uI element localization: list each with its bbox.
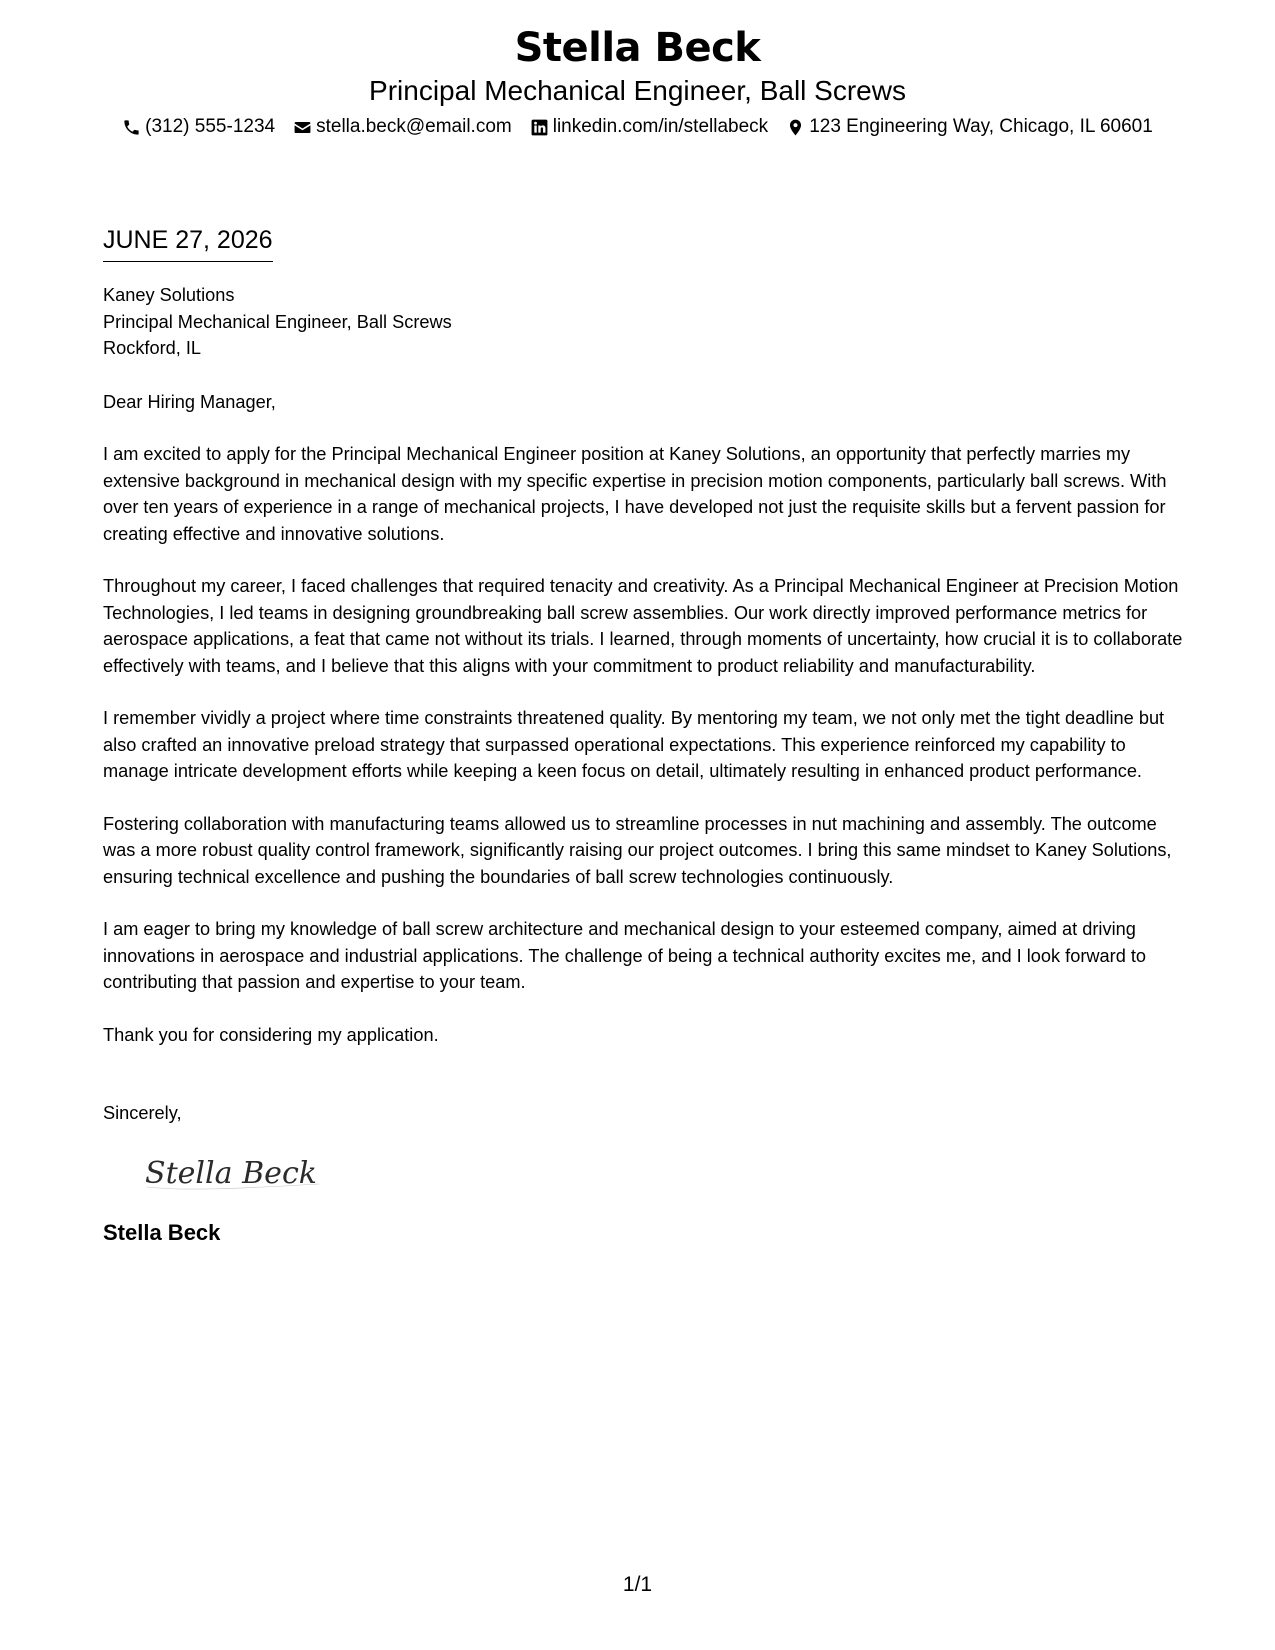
phone-number: (312) 555-1234 xyxy=(145,116,276,137)
applicant-headline: Principal Mechanical Engineer, Ball Screws xyxy=(369,75,906,106)
phone-icon xyxy=(122,118,141,137)
letter-header xyxy=(0,22,1275,140)
recipient-company: Kaney Solutions xyxy=(103,285,235,305)
map-pin-icon xyxy=(786,118,805,137)
linkedin-url: linkedin.com/in/stellabeck xyxy=(552,116,769,137)
closing-line: Thank you for considering my application. xyxy=(103,1024,439,1045)
page-number: 1/1 xyxy=(622,1573,653,1596)
svg-text:Stella Beck: Stella Beck xyxy=(145,1155,317,1191)
recipient-location: Rockford, IL xyxy=(103,338,202,358)
body-paragraph: Fostering collaboration with manufacturing teams allowed us to streamline processes in nut machining and assembly. The outcome was a more robust quality control framework, significantly raising our project outcomes. I bring this same mindset to Kaney Solutions, ensuring technical excellence and pushing the boundaries of ball screw technologies continuously. xyxy=(103,813,1172,887)
letter-body xyxy=(103,282,1183,1247)
body-paragraph: Throughout my career, I faced challenges that required tenacity and creativity. As a Principal Mechanical Engineer at Precision Motion Technologies, I led teams in designing groundbreaking ball screw assemblies. Our work directly improved performance metrics for aerospace applications, a feat that came not without its trials. I learned, through moments of uncertainty, how crucial it is to collaborate effectively with teams, and I believe that this aligns with your commitment to product reliability and manufacturability. xyxy=(103,576,1183,676)
linkedin-icon xyxy=(530,118,549,137)
recipient-position: Principal Mechanical Engineer, Ball Screws xyxy=(103,311,452,332)
contact-address xyxy=(786,114,1153,140)
contact-phone[interactable] xyxy=(122,114,275,140)
contact-bar xyxy=(0,114,1275,140)
body-paragraph: I remember vividly a project where time constraints threatened quality. By mentoring my team, we not only met the tight deadline but also crafted an innovative preload strategy that surpassed operational expectations. This experience reinforced my capability to manage intricate development efforts while keeping a keen focus on detail, ultimately resulting in enhanced product performance. xyxy=(103,708,1165,781)
email-address: stella.beck@email.com xyxy=(316,116,512,137)
salutation: Dear Hiring Manager, xyxy=(103,391,276,412)
applicant-name: Stella Beck xyxy=(514,25,761,71)
contact-email[interactable] xyxy=(293,114,512,140)
recipient-block xyxy=(103,282,1183,362)
body-paragraph: I am excited to apply for the Principal Mechanical Engineer position at Kaney Solutions, an opportunity that perfectly marries my extensive background in mechanical design with my specific expertise in precision motion components, particularly ball screws. With over ten years of experience in a range of mechanical projects, I have developed not just the requisite skills but a fervent passion for creating effective and innovative solutions. xyxy=(103,444,1167,544)
street-address: 123 Engineering Way, Chicago, IL 60601 xyxy=(809,116,1153,137)
body-paragraph: I am eager to bring my knowledge of ball screw architecture and mechanical design to your esteemed company, aimed at driving innovations in aerospace and industrial applications. The challenge of being a technical authority excites me, and I look forward to contributing that passion and expertise to your team. xyxy=(103,919,1147,992)
handwritten-signature xyxy=(143,1151,323,1195)
signed-name: Stella Beck xyxy=(103,1219,221,1245)
contact-linkedin[interactable] xyxy=(530,114,768,140)
letter-date: JUNE 27, 2026 xyxy=(103,223,273,262)
signoff: Sincerely, xyxy=(103,1103,182,1123)
envelope-icon xyxy=(293,118,312,137)
